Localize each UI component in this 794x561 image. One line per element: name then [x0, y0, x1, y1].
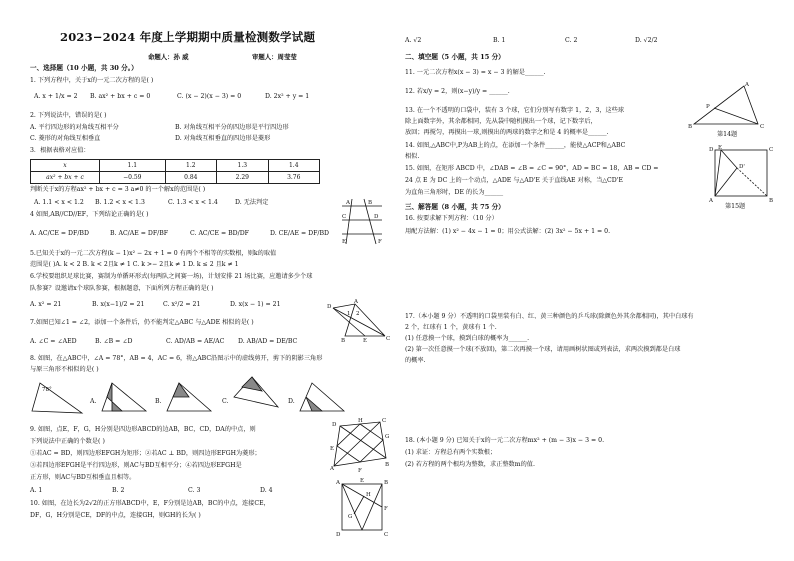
table-cell: 0.84 — [165, 172, 216, 184]
q7-triangle-figure — [325, 299, 391, 344]
fig7-label: C — [386, 336, 391, 342]
q8-option-a-figure — [100, 377, 150, 417]
table-cell: 2.29 — [217, 172, 268, 184]
q2-option-c: C. 菱形的对角线互相垂直 — [30, 135, 101, 142]
table-cell: x — [31, 160, 100, 172]
question-12: 12. 若x/y = 2，则(x−y)/y = ______. — [405, 88, 510, 95]
fig4-label: A — [346, 200, 350, 206]
table-row — [31, 160, 320, 172]
q7-option-a: A. ∠C = ∠AED — [30, 338, 77, 345]
question-17-line2: 2 个，红球有 1 个，黄球有 1 个. — [405, 324, 497, 331]
q9-option-b: B. 2 — [112, 487, 125, 494]
question-17-line5: 的概率. — [405, 357, 426, 364]
q2-option-b: B. 对角线互相平分的四边形是平行四边形 — [175, 124, 289, 131]
q6-option-a: A. x² = 21 — [30, 301, 62, 308]
question-18: 18. (本小题 9 分) 已知关于x的一元二次方程mx² + (m − 3)x − 3 = 0. — [405, 437, 605, 444]
reviewer-line: 审题人：周莹莹 — [252, 53, 297, 61]
fig9-label: F — [358, 468, 362, 474]
value-table — [30, 159, 320, 184]
table-cell: 1.4 — [268, 160, 319, 172]
q3-option-d: D. 无法判定 — [235, 199, 269, 206]
q8-option-c-figure — [232, 373, 282, 413]
author-line: 命题人：孙 威 — [148, 53, 189, 61]
q7-option-c: C. AD/AB = AE/AC — [166, 338, 225, 345]
fig15-caption: 第15题 — [725, 203, 746, 210]
fig14-label: B — [688, 124, 693, 130]
question-3: 3．根据表格对应值： — [30, 147, 90, 154]
fig15-label: C — [769, 147, 774, 153]
question-17-line4: (2) 第一次任意摸一个球(不放回)，第二次再摸一个球，请用画树状图或列表法，求两次摸到都是白球 — [405, 346, 681, 353]
fig9-label: A — [330, 466, 334, 472]
q8-option-c: C. — [222, 398, 229, 405]
fig15-label: D — [709, 147, 714, 153]
q9-option-a: A. 1 — [30, 487, 43, 494]
q8-option-b: B. — [155, 398, 162, 405]
fig15-label: D' — [739, 164, 745, 170]
question-14-line2: 相似. — [405, 153, 420, 160]
svg-text:78°: 78° — [42, 387, 52, 393]
fig7-label: 2 — [356, 311, 360, 317]
question-18-line3: (2) 若方程的两个根均为整数，求正整数m的值. — [405, 461, 535, 468]
fig14-label: P — [706, 104, 710, 110]
fig9-label: H — [358, 418, 363, 424]
question-13-line2: 除上面数字外，其余都相同，先从袋中随机摸出一个球，记下数字后， — [405, 118, 597, 125]
question-16-line2: 用配方法解：(1) x² − 4x − 1 = 0；用公式法解：(2) 3x² − 5x + 1 = 0. — [405, 228, 611, 235]
q8-option-b-figure — [165, 377, 215, 417]
fig4-label: B — [368, 200, 373, 206]
question-5: 5.已知关于x的一元二次方程(k − 1)x² − 2x + 1 = 0 有两个不相等的实数根，则k的取值 — [30, 250, 277, 257]
question-1: 1. 下列方程中，关于x的一元二次方程的是( ) — [30, 77, 154, 84]
fig10-label: F — [384, 506, 388, 512]
fig4-label: F — [378, 239, 382, 245]
question-18-line2: (1) 求证：方程总有两个实数根； — [405, 449, 497, 456]
question-16: 16. 按要求解下列方程：（10 分） — [405, 215, 498, 222]
q7-option-d: D. AB/AD = DE/BC — [238, 338, 298, 345]
question-17-line3: (1) 任意摸一个球，摸到白球的概率为______. — [405, 335, 530, 342]
fig4-label: C — [342, 214, 347, 220]
q9-option-d: D. 4 — [260, 487, 273, 494]
q8-option-a: A. — [90, 398, 97, 405]
question-9-line4: ③若四边形EFGH是平行四边形，则AC与BD互相平分；④若四边形EFGH是 — [30, 462, 242, 469]
fig14-caption: 第14题 — [717, 131, 738, 138]
fig7-label: B — [341, 338, 346, 344]
q10-option-b: B. 1 — [493, 37, 506, 44]
q3-judge: 判断关于x的方程ax² + bx + c = 3 a≠0 的一个解x的范围是( ) — [30, 186, 206, 193]
fig7-label: A — [354, 299, 358, 305]
question-17: 17.（本小题 9 分）不透明的口袋里装有白、红、黄三种颜色的乒乓球(除颜色外其余都相同)，其中白球有 — [405, 313, 694, 320]
question-15-line3: 为直角三角形时，DE 的长为______ — [405, 189, 504, 196]
question-11: 11. 一元二次方程x(x − 3) = x − 3 的解是______. — [405, 69, 546, 76]
q1-option-a: A. x + 1/x = 2 — [34, 93, 78, 100]
table-cell: ax² + bx + c — [31, 172, 100, 184]
q3-option-a: A. 1.1 < x < 1.2 — [34, 199, 84, 206]
fig15-label: E — [718, 145, 723, 151]
table-cell: 1.3 — [217, 160, 268, 172]
question-15-line2: 24 点 E 为 DC 上的一个动点，△ADE 与△AD'E 关于直线AE 对称，当△CD'E — [405, 177, 623, 184]
q10-option-d: D. √2/2 — [635, 37, 658, 44]
fig10-label: B — [384, 480, 389, 486]
question-2: 2. 下列说法中，错误的是( ) — [30, 112, 107, 119]
question-15: 15. 如图，在矩形 ABCD 中，∠DAB = ∠B = ∠C = 90°，AD = BC = 18，AB = CD = — [405, 165, 659, 172]
fig15-label: A — [709, 198, 713, 204]
fig10-label: D — [336, 532, 341, 538]
q14-triangle-figure — [688, 82, 765, 130]
question-9: 9. 如图，点E，F，G，H分别是四边形ABCD的边AB，BC，CD，DA的中点，则 — [30, 426, 256, 433]
q10-option-c: C. 2 — [565, 37, 578, 44]
q8-original-triangle — [30, 377, 90, 417]
fig15-label: B — [769, 198, 774, 204]
question-6: 6.学校要组织足球比赛，赛制为单循环形式(每两队之间赛一场)，计划安排 21 场比赛，应邀请多少个球 — [30, 273, 313, 280]
question-8-line2: 与原三角形不相似的是( ) — [30, 366, 99, 373]
q4-option-a: A. AC/CE = DF/BD — [30, 230, 89, 237]
q4-option-c: C. AC/CE = BD/DF — [190, 230, 249, 237]
q9-option-c: C. 3 — [188, 487, 201, 494]
q1-option-d: D. 2x² + y = 1 — [265, 93, 310, 100]
q4-option-d: D. CE/AE = DF/BD — [270, 230, 329, 237]
fig7-label: E — [363, 338, 368, 344]
fig10-label: E — [360, 478, 365, 484]
table-cell: 1.1 — [100, 160, 166, 172]
right-column — [397, 0, 794, 561]
q8-option-d-figure — [298, 377, 348, 417]
question-13-line3: 放回；再搅匀，再摸出一球,则摸出的两球的数字之和是 4 的概率是______. — [405, 129, 609, 136]
q2-option-d: D. 对角线互相垂直的四边形是菱形 — [175, 135, 271, 142]
fig7-label: 1 — [347, 311, 351, 317]
fig9-label: D — [332, 422, 337, 428]
q6-option-c: C. x²/2 = 21 — [163, 301, 201, 308]
section-choice-title: 一、选择题（10 小题，共 30 分。） — [30, 64, 138, 72]
q3-option-b: B. 1.2 < x < 1.3 — [95, 199, 145, 206]
q6-option-b: B. x(x−1)/2 = 21 — [92, 301, 145, 308]
question-9-line3: ①若AC = BD，则四边形EFGH为矩形；②若AC ⊥ BD，则四边形EFGH为菱形； — [30, 450, 261, 457]
fig10-label: C — [384, 532, 389, 538]
q15-rectangle-figure — [709, 146, 779, 204]
fig14-label: C — [760, 124, 765, 130]
q10-square-figure — [334, 478, 388, 536]
fig10-label: G — [348, 514, 353, 520]
question-10-line2: DF，G，H分别是CE，DF的中点，连接GH，则GH的长为( ) — [30, 512, 201, 519]
fig9-label: B — [385, 462, 390, 468]
fig7-label: D — [327, 304, 332, 310]
fig9-label: E — [330, 446, 335, 452]
q8-option-d: D. — [288, 398, 295, 405]
fig4-label: E — [342, 239, 347, 245]
q3-option-c: C. 1.3 < x < 1.4 — [168, 199, 218, 206]
q9-quadrilateral-figure — [330, 418, 390, 474]
question-8: 8. 如图，在△ABC中，∠A = 78°，AB = 4，AC = 6，将△ABC沿图示中的虚线剪开，剪下的阴影三角形 — [30, 355, 323, 362]
question-6-line2: 队参赛？设邀请x个球队参赛，根据题意，下面所列方程正确的是( ) — [30, 285, 214, 292]
q6-option-d: D. x(x − 1) = 21 — [230, 301, 281, 308]
q10-option-a: A. √2 — [405, 37, 422, 44]
table-row — [31, 172, 320, 184]
fig14-label: A — [745, 82, 749, 88]
question-9-line5: 正方形，则AC与BD互相垂直且相等。 — [30, 474, 136, 481]
fig4-label: D — [374, 214, 379, 220]
table-cell: 3.76 — [268, 172, 319, 184]
question-10: 10. 如图，在边长为2√2的正方形ABCD中，E，F分别是边AB，BC的中点，连接CE， — [30, 500, 270, 507]
q2-option-a: A. 平行四边形的对角线互相平分 — [30, 124, 119, 131]
question-9-line2: 下列说法中正确的个数是( ) — [30, 438, 105, 445]
q1-option-b: B. ax² + bx + c = 0 — [90, 93, 151, 100]
page-title: 2023−2024 年度上学期期中质量检测数学试题 — [60, 30, 316, 44]
section-fill-title: 二、填空题（5 小题，共 15 分） — [405, 53, 505, 61]
fig10-label: A — [336, 480, 340, 486]
fig9-label: G — [385, 434, 390, 440]
table-cell: 1.2 — [165, 160, 216, 172]
question-14: 14. 如图,△ABC中,P为AB上的点，在添加一个条件______，能使△ACP和△ABC — [405, 142, 626, 149]
table-cell: −0.59 — [100, 172, 166, 184]
q4-option-b: B. AC/AE = DF/BF — [110, 230, 169, 237]
question-5-line2: 范围是( )A. k < 2 B. k < 2且k ≠ 1 C. k >− 2且k ≠ 1 D. k ≤ 2 且k ≠ 1 — [30, 261, 239, 268]
fig10-label: H — [366, 492, 371, 498]
section-answer-title: 三、解答题（8 小题，共 75 分） — [405, 203, 505, 211]
q1-option-c: C. (x − 2)(x − 3) = 0 — [177, 93, 242, 100]
q7-option-b: B. ∠B = ∠D — [95, 338, 133, 345]
question-7: 7.如图已知∠1 = ∠2，添加一个条件后，仍不能判定△ABC 与△ADE 相似的是( ) — [30, 319, 254, 326]
q4-parallel-lines-figure — [340, 196, 385, 246]
question-4: 4 如图,AB//CD//EF，下列结论正确的是( ) — [30, 211, 149, 218]
fig9-label: C — [382, 418, 387, 424]
question-13: 13. 在一个不透明的口袋中，装有 3 个球，它们分别写有数字 1，2，3，这些球 — [405, 107, 625, 114]
